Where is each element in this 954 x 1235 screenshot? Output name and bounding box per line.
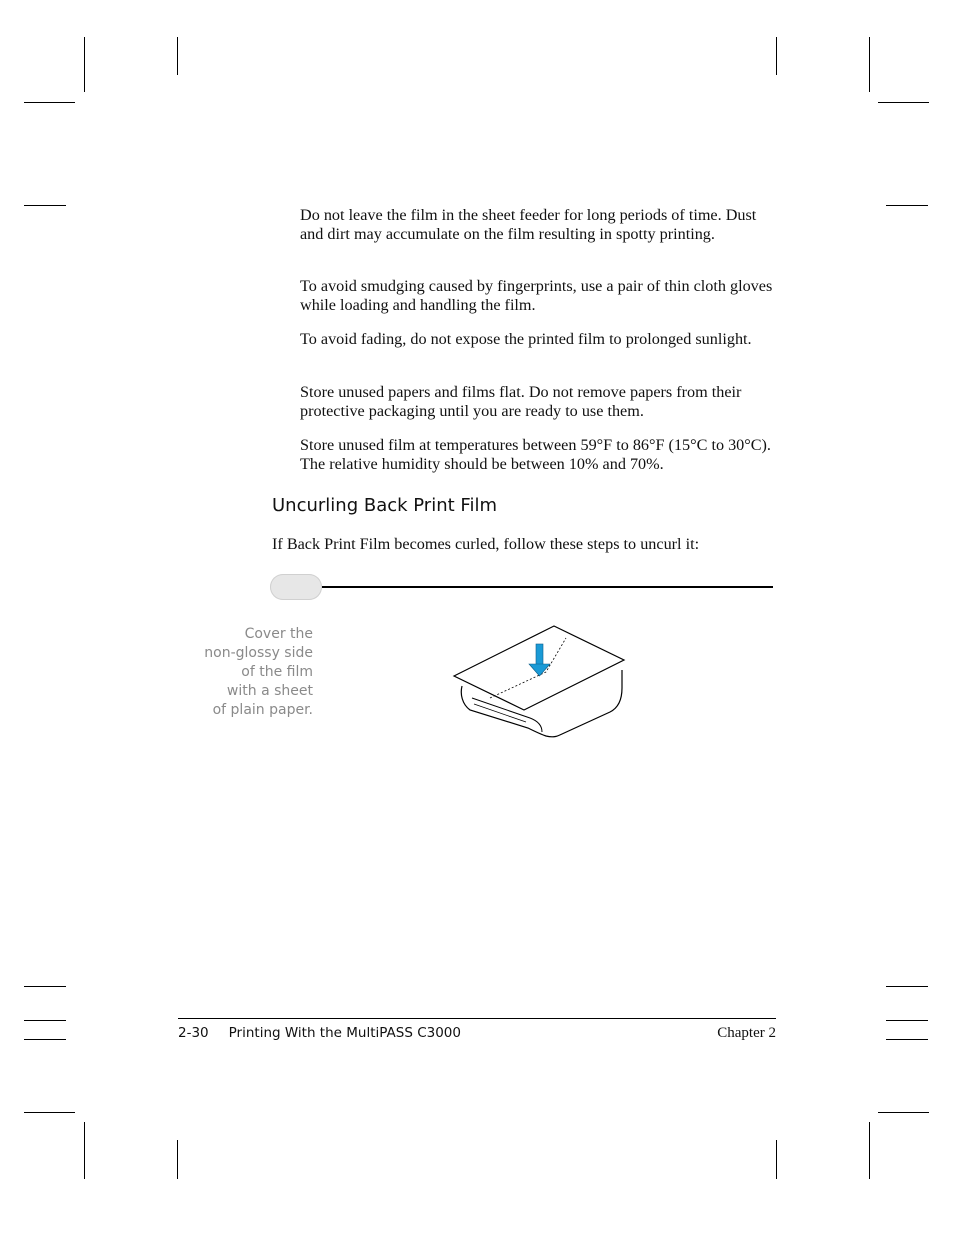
crop-mark xyxy=(24,1039,66,1040)
crop-mark xyxy=(177,1140,178,1179)
curled-film-illustration xyxy=(450,622,630,742)
crop-mark xyxy=(177,37,178,75)
section-intro: If Back Print Film becomes curled, follow these steps to uncurl it: xyxy=(272,535,700,553)
crop-mark xyxy=(886,986,928,987)
crop-mark xyxy=(886,1020,928,1021)
crop-mark xyxy=(24,1020,66,1021)
step-divider xyxy=(322,586,773,588)
step-caption xyxy=(173,625,313,720)
footer-left xyxy=(178,1025,461,1041)
section-heading: Uncurling Back Print Film xyxy=(272,495,497,516)
crop-mark xyxy=(886,205,928,206)
crop-mark xyxy=(24,1112,75,1113)
page-number: 2-30 xyxy=(178,1025,209,1041)
crop-mark xyxy=(878,1112,929,1113)
crop-mark xyxy=(878,102,929,103)
crop-mark xyxy=(869,37,870,92)
crop-mark xyxy=(84,37,85,92)
caption-line: with a sheet xyxy=(226,683,313,699)
body-paragraph: To avoid smudging caused by fingerprints, use a pair of thin cloth gloves while loading and handling the film. xyxy=(300,277,773,314)
body-paragraph: To avoid fading, do not expose the printed film to prolonged sunlight. xyxy=(300,330,752,348)
caption-line: of the film xyxy=(241,664,313,680)
body-paragraph: Store unused film at temperatures between 59°F to 86°F (15°C to 30°C). The relative humidity should be between 10% and 70%. xyxy=(300,436,771,473)
crop-mark xyxy=(776,37,777,75)
crop-mark xyxy=(776,1140,777,1179)
crop-mark xyxy=(24,102,75,103)
crop-mark xyxy=(24,986,66,987)
step-marker xyxy=(270,574,322,600)
body-paragraph: Do not leave the film in the sheet feeder for long periods of time. Dust and dirt may accumulate on the film resulting in spotty printing. xyxy=(300,206,757,243)
caption-line: of plain paper. xyxy=(212,702,313,718)
footer-chapter: Chapter 2 xyxy=(717,1025,776,1041)
crop-mark xyxy=(869,1122,870,1179)
body-paragraph: Store unused papers and films flat. Do not remove papers from their protective packaging until you are ready to use them. xyxy=(300,383,742,420)
crop-mark xyxy=(84,1122,85,1179)
footer-rule xyxy=(178,1018,776,1019)
crop-mark xyxy=(24,205,66,206)
caption-line: non-glossy side xyxy=(204,645,313,661)
footer-title: Printing With the MultiPASS C3000 xyxy=(228,1025,461,1041)
crop-mark xyxy=(886,1039,928,1040)
caption-line: Cover the xyxy=(244,626,313,642)
